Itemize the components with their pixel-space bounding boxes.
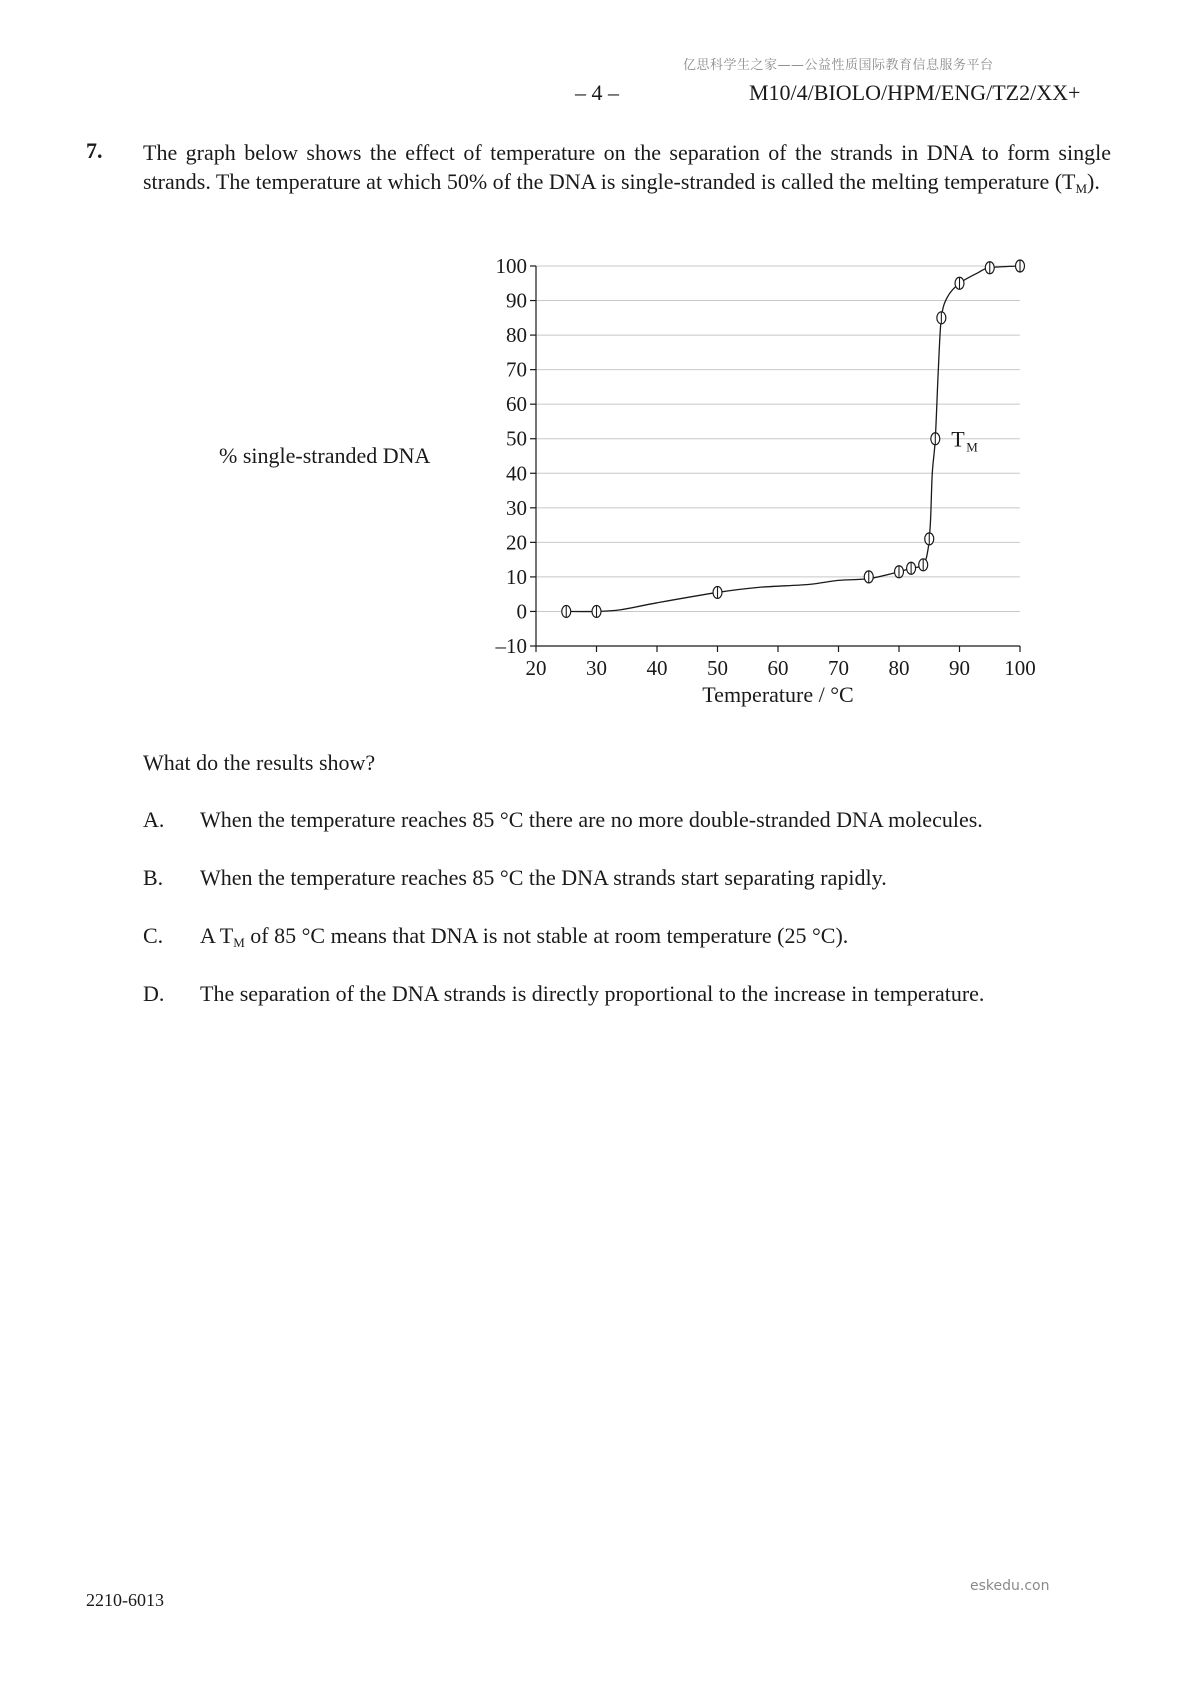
tm-annotation: [951, 427, 978, 455]
axes: [536, 266, 1020, 646]
grid-lines: [536, 266, 1020, 611]
melting-curve-chart: [470, 250, 1050, 720]
option-c-letter: C.: [143, 923, 164, 948]
question-prompt: What do the results show?: [143, 750, 376, 775]
question-number: 7.: [86, 138, 103, 163]
x-tick-label: 40: [646, 656, 668, 680]
data-point-7: [925, 533, 934, 545]
option-c-text: [200, 923, 848, 951]
page-number: – 4 –: [575, 80, 619, 105]
x-tick-label: 30: [586, 656, 607, 680]
tm-label-sub: M: [966, 439, 978, 455]
x-tick-label: 100: [1004, 656, 1036, 680]
option-d-letter: D.: [143, 981, 165, 1006]
data-point-11: [985, 262, 994, 274]
data-point-4: [895, 566, 904, 578]
y-axis-label: % single-stranded DNA: [219, 443, 431, 468]
data-point-9: [937, 312, 946, 324]
y-tick-label: 0: [516, 599, 527, 624]
y-tick-label: 100: [495, 254, 527, 278]
data-point-0: [562, 605, 571, 617]
data-point-10: [955, 277, 964, 289]
option-c-text-sub: M: [233, 935, 245, 950]
footer-watermark: eskedu.con: [970, 1578, 1050, 1594]
question-text-sub: M: [1075, 181, 1088, 196]
y-tick-label: 40: [506, 461, 527, 486]
paper-code: M10/4/BIOLO/HPM/ENG/TZ2/XX+: [749, 80, 1081, 105]
y-tick-label: 80: [506, 323, 527, 348]
footer-code: 2210-6013: [86, 1590, 164, 1610]
tm-label: T: [951, 426, 965, 452]
option-d-text: The separation of the DNA strands is directly proportional to the increase in temperature.: [200, 981, 985, 1006]
option-a-text: When the temperature reaches 85 °C there are no more double-stranded DNA molecules.: [200, 807, 983, 832]
option-b-text: When the temperature reaches 85 °C the DNA strands start separating rapidly.: [200, 865, 887, 890]
x-tick-label: 50: [707, 656, 728, 680]
option-a-letter: A.: [143, 807, 165, 832]
data-point-1: [592, 605, 601, 617]
data-point-2: [713, 586, 722, 598]
y-tick-label: 10: [506, 564, 527, 589]
y-tick-label: 60: [506, 392, 527, 417]
x-tick-label: 80: [888, 656, 910, 680]
x-ticks: [526, 646, 1036, 680]
data-point-12: [1016, 260, 1025, 272]
data-point-6: [919, 559, 928, 571]
question-text: [143, 138, 1111, 203]
option-b-letter: B.: [143, 865, 164, 890]
question-text-part1: The graph below shows the effect of temperature on the separation of the strands in DNA to form single strands. The temperature at which 50% of the DNA is single-stranded is called the melting temperature (T: [143, 140, 1111, 194]
x-tick-label: 60: [767, 656, 789, 680]
x-tick-label: 90: [949, 656, 970, 680]
y-tick-label: 30: [506, 495, 527, 520]
data-point-8: [931, 433, 940, 445]
question-text-part2: ).: [1087, 169, 1100, 194]
x-axis-label: Temperature / °C: [702, 682, 854, 707]
y-tick-label: 90: [506, 288, 527, 313]
option-c-text-part2: of 85 °C means that DNA is not stable at room temperature (25 °C).: [244, 923, 849, 948]
y-tick-label: 50: [506, 426, 527, 451]
y-ticks: [495, 254, 537, 658]
data-point-5: [907, 562, 916, 574]
header-watermark: 亿思科学生之家——公益性质国际教育信息服务平台: [683, 58, 994, 73]
y-tick-label: 70: [506, 357, 527, 382]
y-tick-label: –10: [495, 634, 527, 658]
data-point-3: [864, 571, 873, 583]
y-tick-label: 20: [506, 530, 527, 555]
option-c-text-part1: A T: [200, 923, 234, 948]
x-tick-label: 70: [828, 656, 849, 680]
x-tick-label: 20: [525, 656, 547, 680]
